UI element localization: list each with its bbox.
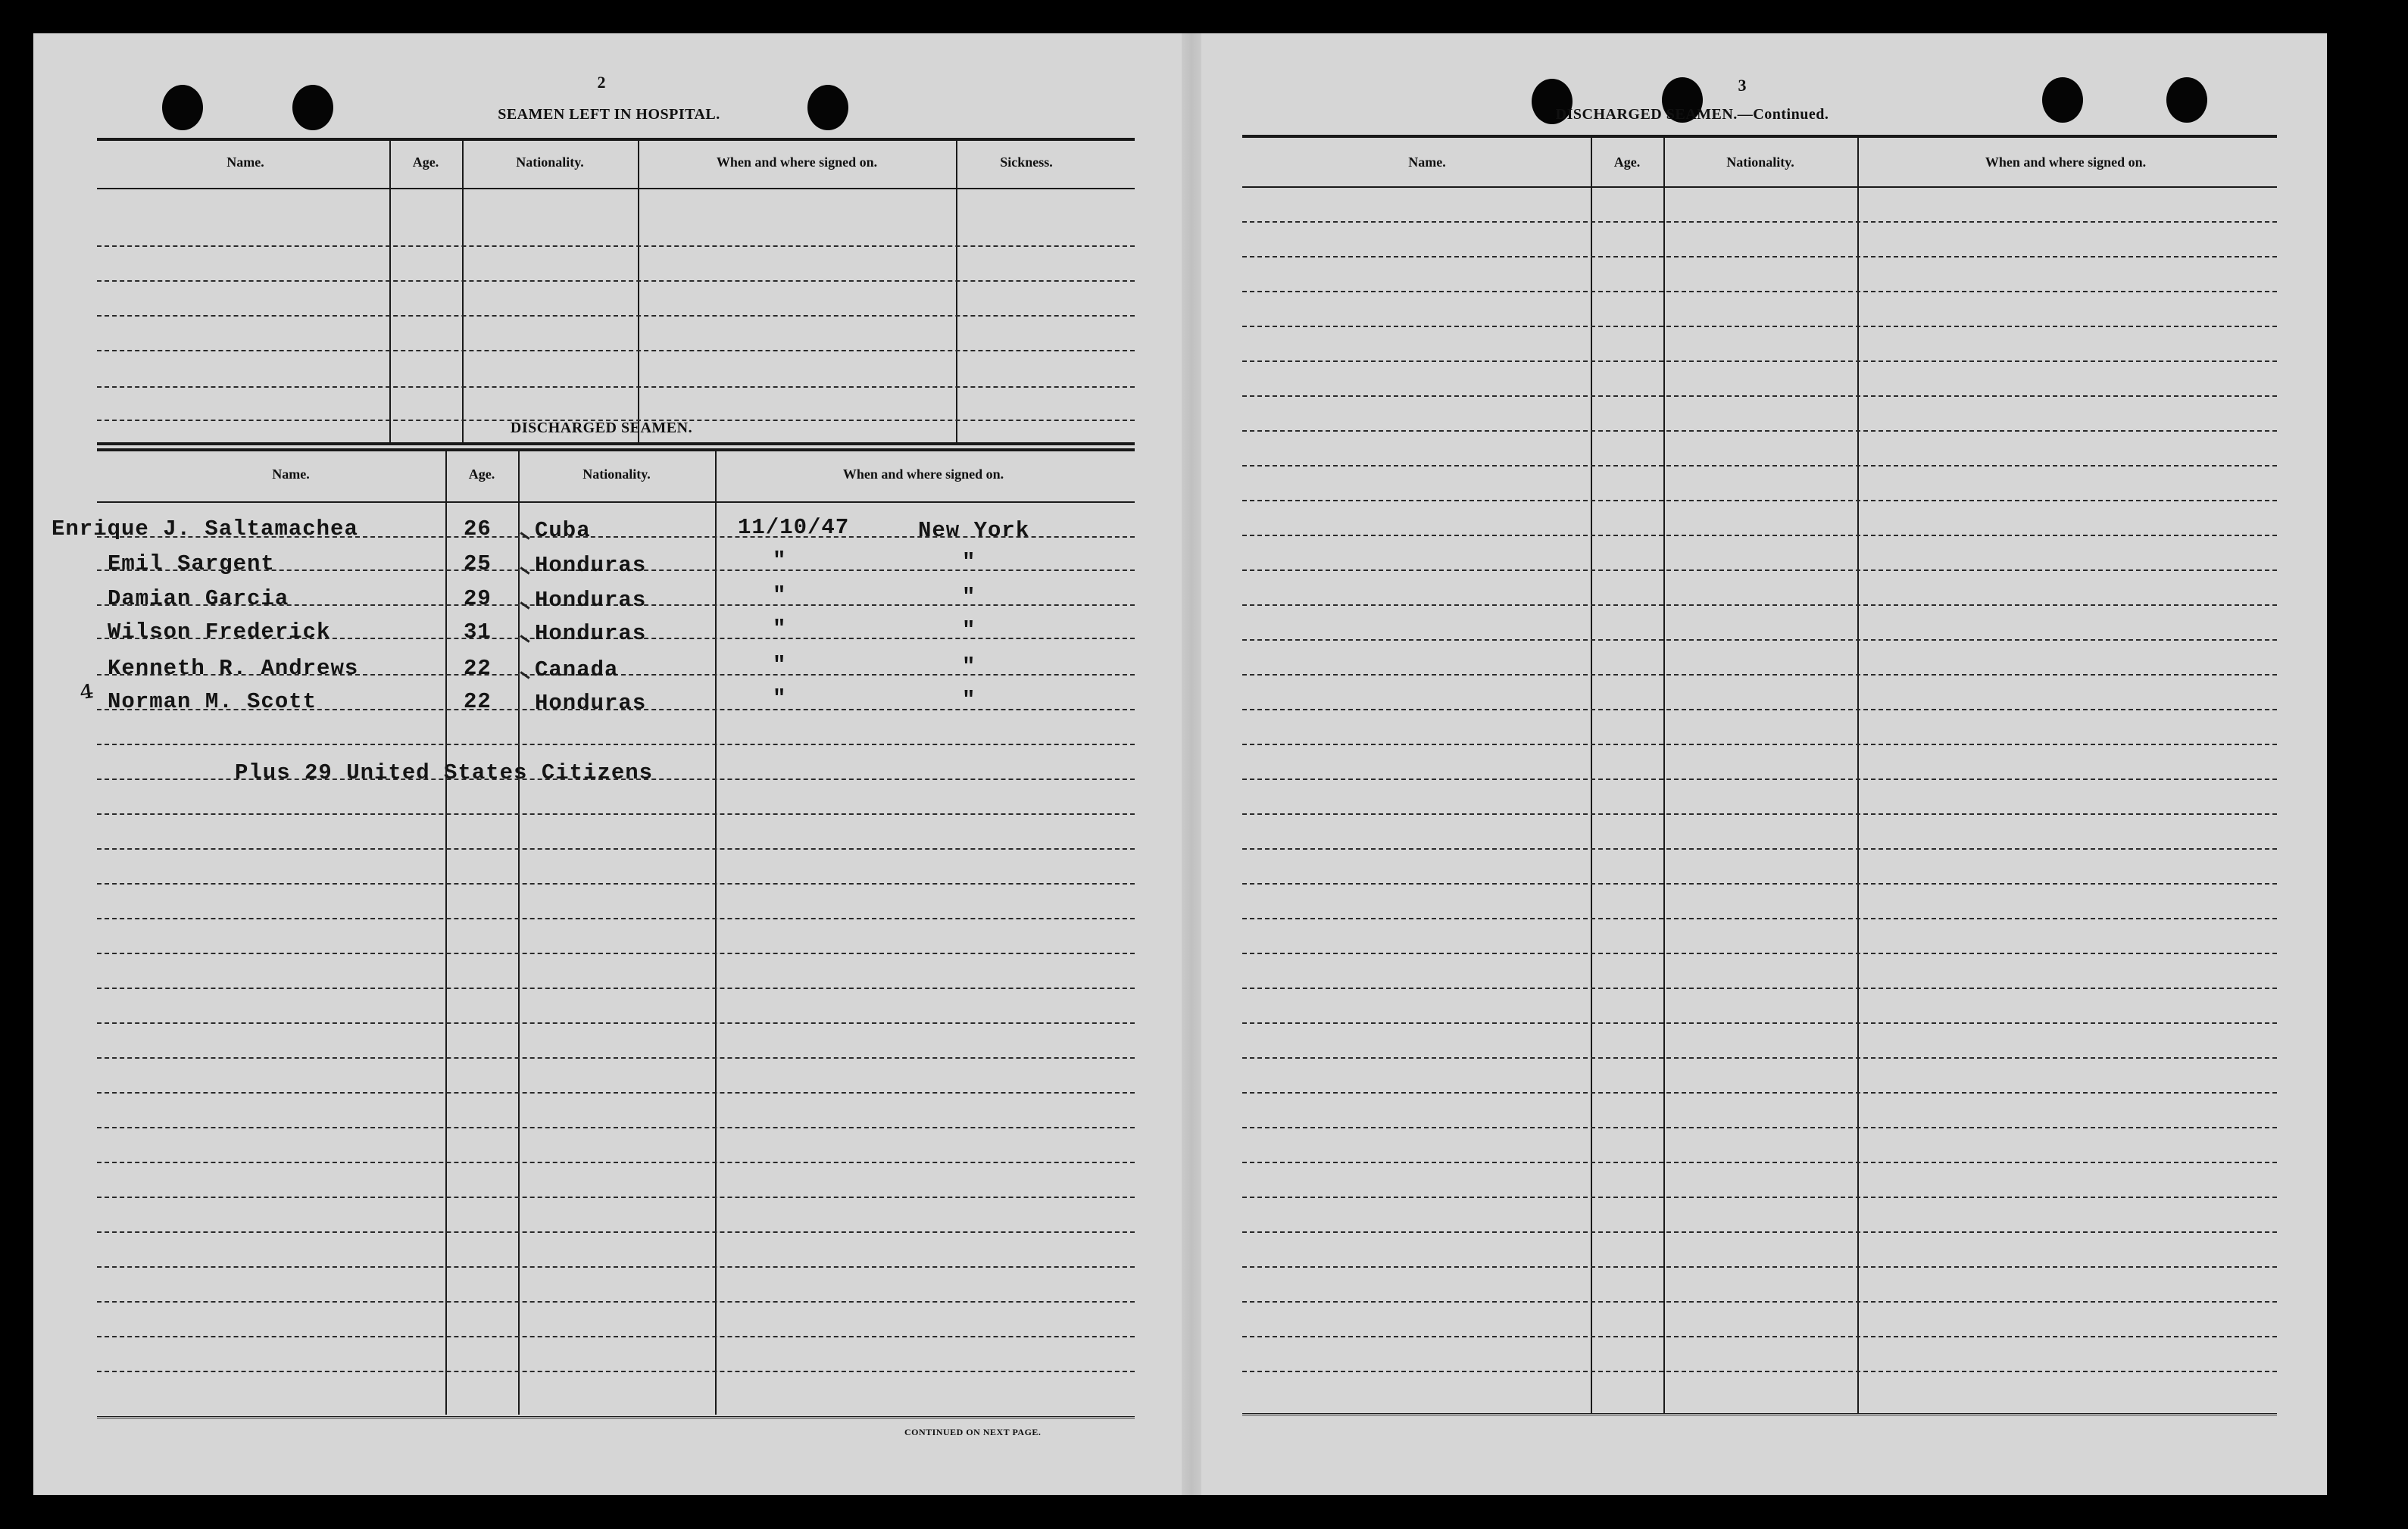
signed-on-date: 11/10/47 [738,515,850,540]
right-entry-line [1242,953,2277,954]
right-entry-line [1242,1301,2277,1303]
right-entry-line [1242,604,2277,606]
right-entry-line [1242,1057,2277,1059]
discharged-entry-line [97,1092,1135,1094]
discharged-entry-line [97,744,1135,745]
signed-on-place: " [962,688,976,713]
hospital-entry-line [97,315,1135,317]
left-page-number: 2 [597,73,606,92]
seaman-name: Damian Garcia [108,586,289,611]
punch-hole [2166,77,2207,123]
signed-on-date: " [773,616,787,641]
signed-on-date: " [773,653,787,678]
seaman-nationality: Honduras [535,553,647,578]
right-entry-line [1242,918,2277,919]
seaman-age: 31 [464,619,492,644]
discharged-col-signed-on: When and where signed on. [842,467,1004,482]
seaman-age: 25 [464,551,492,576]
right-entry-line [1242,395,2277,397]
right-entry-line [1242,1197,2277,1198]
right-entry-line [1242,1162,2277,1163]
hospital-section-title: SEAMEN LEFT IN HOSPITAL. [498,106,720,123]
punch-hole [2042,77,2083,123]
signed-on-date: " [773,548,787,573]
discharged-entry-line [97,1057,1135,1059]
discharged-entry-line [97,813,1135,815]
signed-on-place: " [962,585,976,610]
right-entry-line [1242,500,2277,501]
discharged-entry-line [97,1022,1135,1024]
seaman-age: 22 [464,689,492,714]
hospital-entry-line [97,245,1135,247]
right-page-number: 3 [1738,76,1747,95]
right-col-age: Age. [1613,154,1641,170]
right-entry-line [1242,430,2277,432]
seaman-age: 29 [464,586,492,611]
seaman-name: Kenneth R. Andrews [108,656,359,681]
discharged-col-age: Age. [468,467,495,482]
hospital-divider [389,139,391,442]
right-entry-line [1242,744,2277,745]
punch-hole [292,85,333,130]
punch-hole [162,85,203,130]
discharged-entry-line [97,1266,1135,1268]
right-entry-line [1242,1266,2277,1268]
right-entry-line [1242,326,2277,327]
right-entry-line [1242,674,2277,676]
signed-on-date: " [773,583,787,608]
hospital-col-name: Name. [226,154,264,170]
continued-footer: CONTINUED ON NEXT PAGE. [904,1427,1042,1437]
right-divider [1591,136,1592,1413]
discharged-divider [715,450,717,1415]
discharged-header-top-rule [97,448,1135,451]
hospital-top-rule [97,138,1135,141]
right-entry-line [1242,360,2277,362]
discharged-entry-line [97,1231,1135,1233]
discharged-entry-line [97,1162,1135,1163]
seaman-age: 26 [464,516,492,541]
right-divider [1857,136,1859,1413]
discharged-divider [445,450,447,1415]
right-top-rule [1242,135,2277,138]
seaman-nationality: Cuba [535,518,591,543]
signed-on-place: " [962,550,976,575]
discharged-col-name: Name. [272,467,310,482]
hospital-col-signed-on: When and where signed on. [716,154,878,170]
discharged-entry-line [97,1127,1135,1128]
signed-on-place: " [962,654,976,679]
hospital-col-sickness: Sickness. [1000,154,1053,170]
signed-on-date: " [773,686,787,711]
discharged-header-rule [97,501,1135,503]
hospital-header-rule [97,188,1135,189]
seaman-nationality: Canada [535,657,619,682]
right-entry-line [1242,1022,2277,1024]
discharged-entry-line [97,1197,1135,1198]
seaman-name: Enrique J. Saltamachea [52,516,358,541]
left-bottom-rule [97,1416,1135,1421]
right-section-title: DISCHARGED SEAMEN.—Continued. [1555,106,1829,123]
signed-on-place: " [962,618,976,643]
right-entry-line [1242,221,2277,223]
hospital-entry-line [97,280,1135,282]
right-entry-line [1242,848,2277,850]
discharged-entry-line [97,918,1135,919]
right-col-signed-on: When and where signed on. [1985,154,2147,170]
seaman-nationality: Honduras [535,691,647,716]
discharged-entry-line [97,883,1135,885]
discharged-divider [518,450,520,1415]
discharged-col-nationality: Nationality. [582,467,651,482]
discharged-section-title: DISCHARGED SEAMEN. [510,420,693,436]
discharged-entry-line [97,1301,1135,1303]
discharged-entry-line [97,988,1135,989]
right-entry-line [1242,813,2277,815]
right-entry-line [1242,709,2277,710]
hospital-divider [956,139,957,442]
right-entry-line [1242,639,2277,641]
discharged-top-rule [97,442,1135,445]
right-entry-line [1242,569,2277,571]
right-entry-line [1242,256,2277,257]
right-entry-line [1242,465,2277,467]
right-entry-line [1242,535,2277,536]
hospital-col-nationality: Nationality. [516,154,584,170]
right-col-name: Name. [1408,154,1446,170]
right-col-nationality: Nationality. [1726,154,1794,170]
right-header-rule [1242,186,2277,188]
hospital-divider [462,139,464,442]
right-bottom-rule [1242,1413,2277,1418]
citizens-note: Plus 29 United States Citizens [235,760,654,785]
right-entry-line [1242,779,2277,780]
hospital-col-age: Age. [412,154,439,170]
right-divider [1663,136,1665,1413]
signed-on-place: New York [918,518,1030,543]
discharged-entry-line [97,848,1135,850]
hospital-entry-line [97,386,1135,388]
right-entry-line [1242,1371,2277,1372]
seaman-name: Norman M. Scott [108,689,317,714]
right-entry-line [1242,1092,2277,1094]
right-entry-line [1242,883,2277,885]
right-entry-line [1242,1231,2277,1233]
hospital-divider [638,139,639,442]
margin-mark: ⁴ [77,676,98,719]
discharged-entry-line [97,1371,1135,1372]
manifest-sheet [33,33,2327,1495]
seaman-nationality: Honduras [535,588,647,613]
seaman-name: Emil Sargent [108,551,275,576]
right-entry-line [1242,1127,2277,1128]
seaman-name: Wilson Frederick [108,619,331,644]
discharged-entry-line [97,1336,1135,1337]
hospital-entry-line [97,350,1135,351]
right-entry-line [1242,988,2277,989]
seaman-age: 22 [464,656,492,681]
page-fold [1182,33,1201,1495]
seaman-nationality: Honduras [535,621,647,646]
right-entry-line [1242,291,2277,292]
discharged-entry-line [97,953,1135,954]
right-entry-line [1242,1336,2277,1337]
